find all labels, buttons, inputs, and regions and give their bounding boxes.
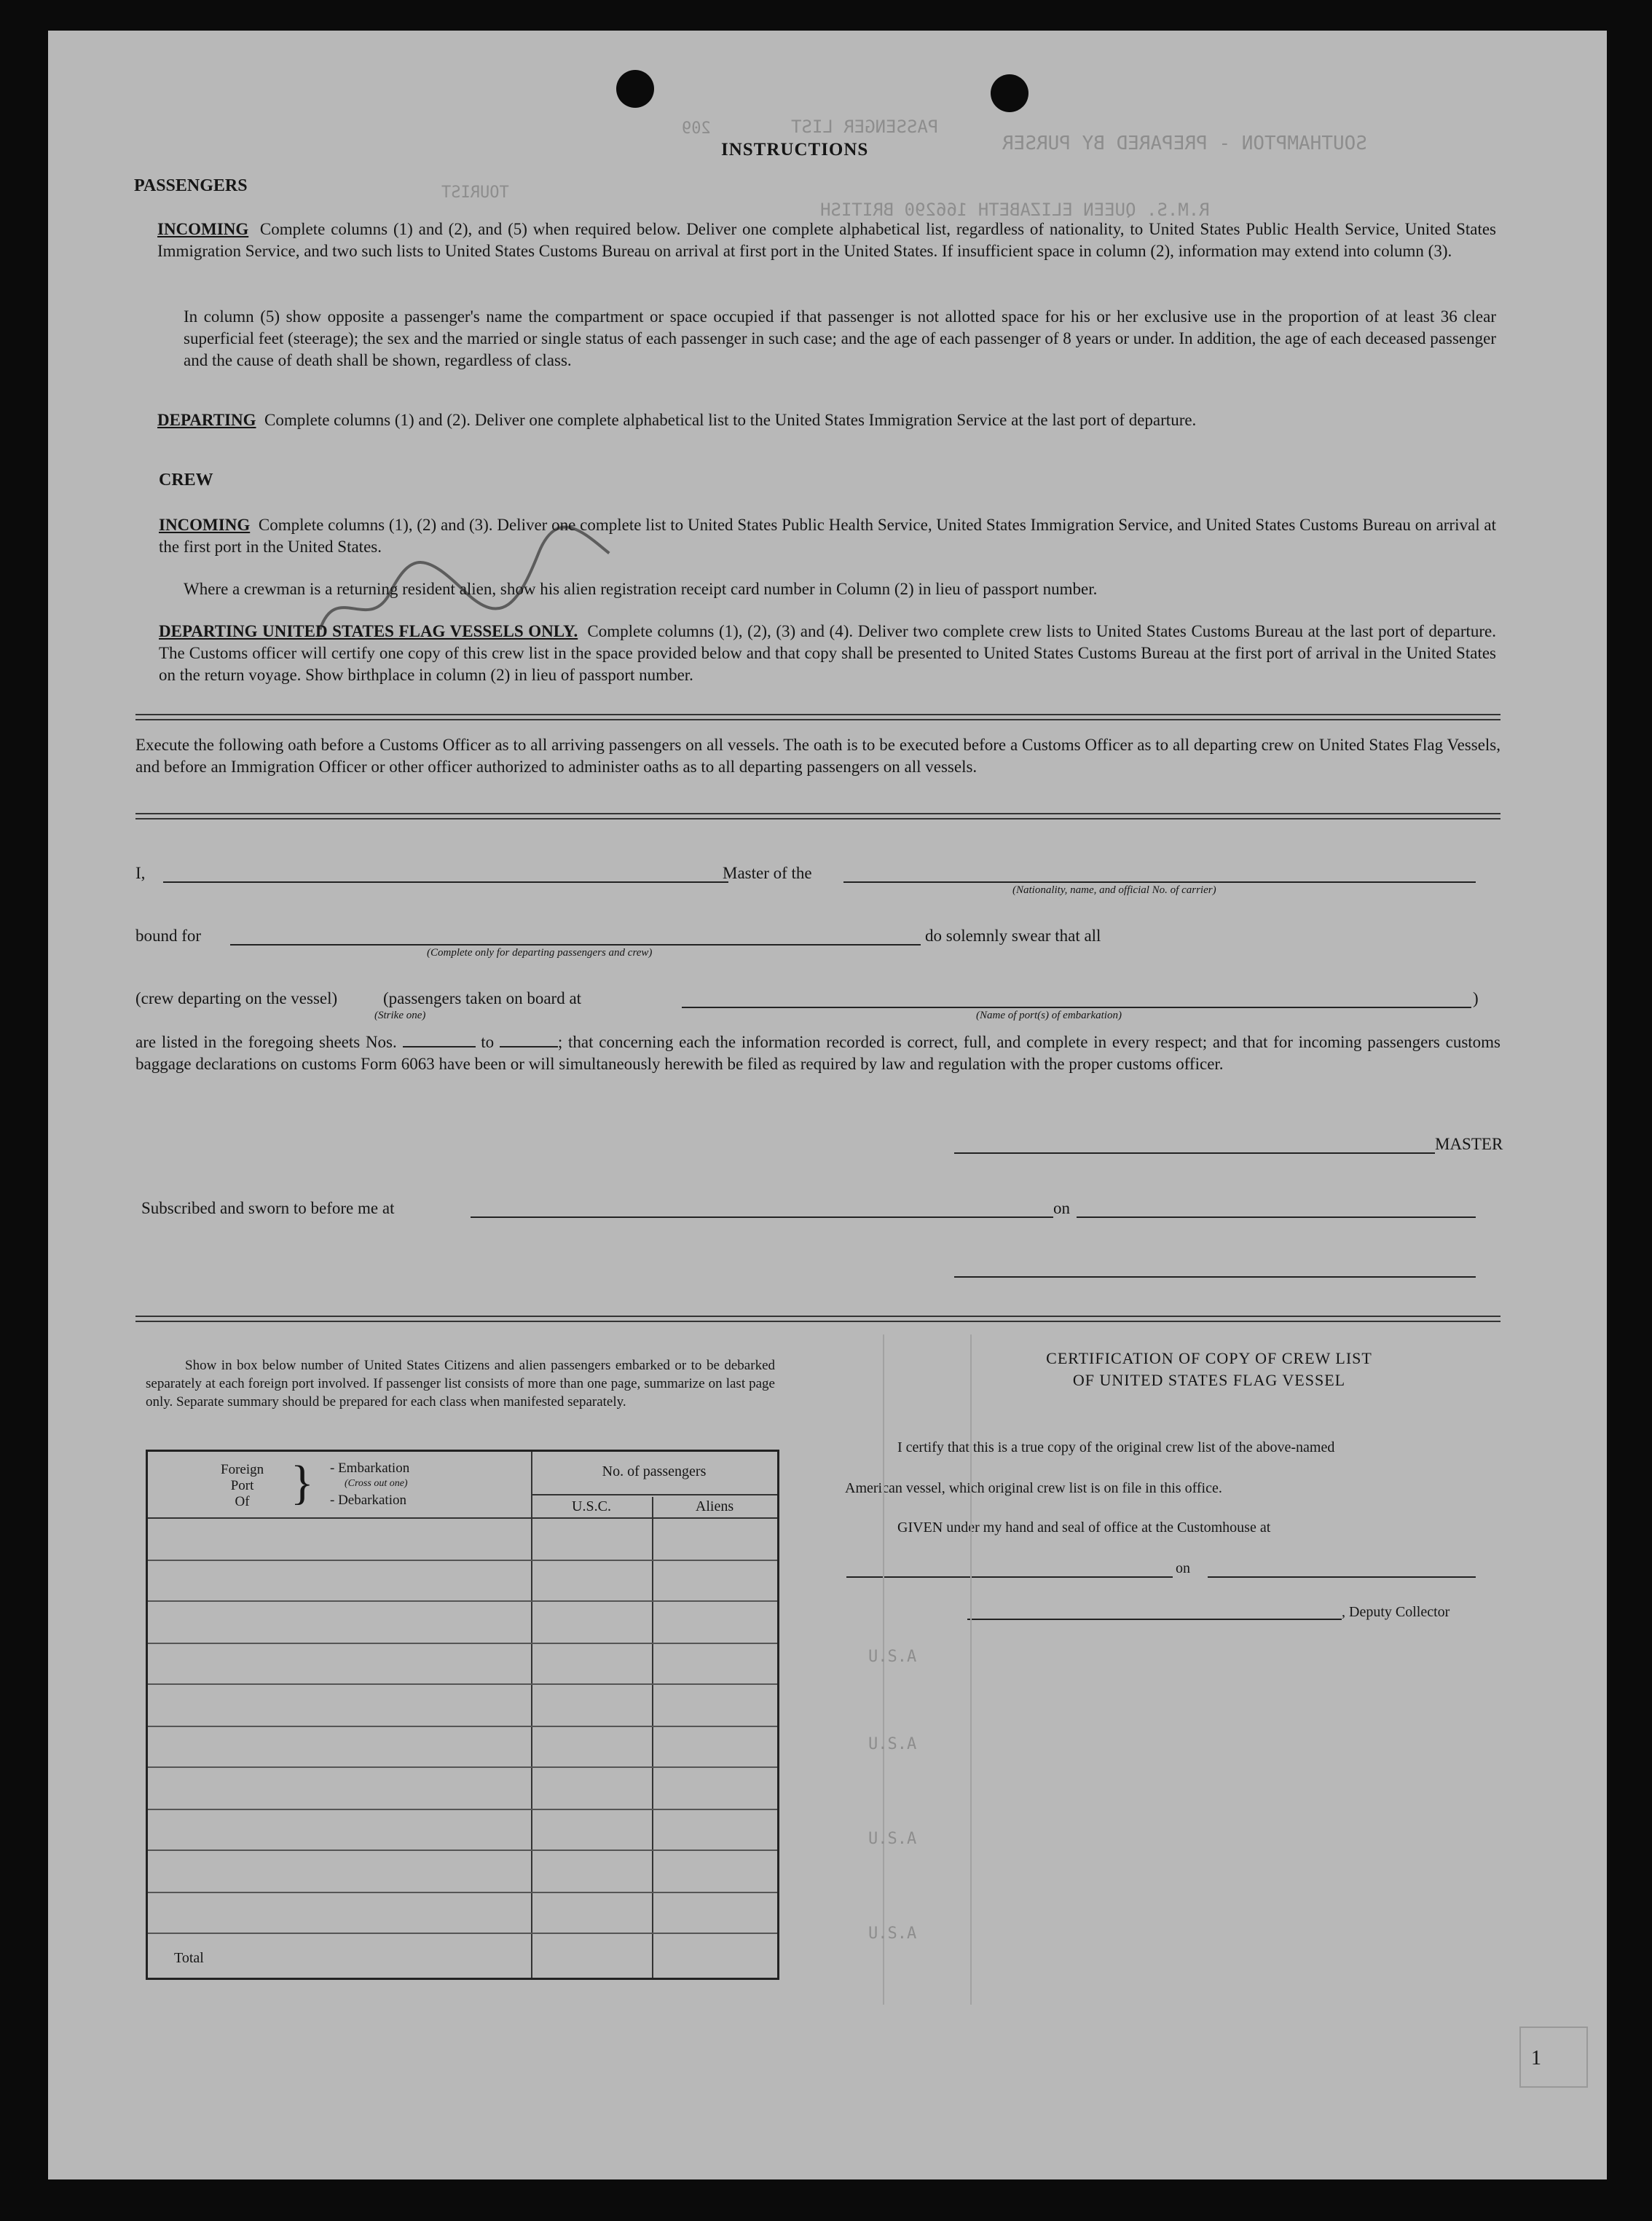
master-signature-field[interactable]: [954, 1152, 1435, 1154]
certification-date-field[interactable]: [1208, 1576, 1476, 1578]
bound-for-label: bound for: [135, 927, 202, 945]
close-paren: ): [1473, 989, 1479, 1007]
ghost-tourist: TOURIST: [441, 184, 509, 202]
foreign-label: Foreign: [221, 1462, 264, 1477]
certification-on-label: on: [1176, 1560, 1190, 1576]
table-row: [148, 1683, 777, 1685]
officer-signature-field[interactable]: [954, 1276, 1476, 1278]
cross-out-caption: (Cross out one): [345, 1478, 408, 1489]
embarkation-label: - Embarkation: [330, 1461, 410, 1476]
table-divider: [652, 1497, 653, 1978]
crew-departing-label: DEPARTING UNITED STATES FLAG VESSELS ONLY.: [159, 622, 578, 640]
deputy-signature-field[interactable]: [967, 1619, 1342, 1620]
table-row: [148, 1726, 777, 1727]
swear-text: do solemnly swear that all: [925, 927, 1101, 945]
summary-note: Show in box below number of United States Citizens and alien passengers embarked or to be debarked separately at each foreign port involved. If passenger list consists of more than one page, summarize on last page only. Separate summary should be prepared for each class when manifested separately.: [146, 1358, 775, 1410]
customhouse-field[interactable]: [846, 1576, 1173, 1578]
page-number: 1: [1531, 2047, 1541, 2069]
debarkation-label: - Debarkation: [330, 1493, 406, 1508]
table-row: [148, 1766, 777, 1768]
table-header-rule: [531, 1494, 777, 1495]
ports-caption: (Name of port(s) of embarkation): [976, 1010, 1122, 1021]
page-title: INSTRUCTIONS: [721, 140, 869, 160]
section-divider: [135, 1316, 1500, 1322]
ghost-passenger-list: PASSENGER LIST: [791, 117, 939, 137]
ghost-number: 209: [682, 119, 711, 138]
ghost-usa: U.S.A: [868, 1648, 917, 1666]
incoming-text: Complete columns (1) and (2), and (5) when required below. Deliver one complete alphabetical list, regardless of nationality, to United States Public Health Service, United States Immigration Service, and two such lists to United States Customs Bureau on arrival at first port in the United States. If insufficient space in column (2), information may extend into column (3).: [157, 220, 1497, 260]
table-row: [148, 1560, 777, 1561]
table-row: [148, 1809, 777, 1810]
bound-for-field[interactable]: [230, 944, 921, 946]
listed-text: are listed in the foregoing sheets Nos.: [135, 1033, 397, 1051]
usc-header: U.S.C.: [572, 1498, 611, 1514]
ghost-column-line: [970, 1334, 972, 2005]
table-divider: [531, 1452, 532, 1978]
ghost-usa: U.S.A: [868, 1830, 917, 1848]
certification-title: [816, 1348, 1602, 1391]
table-row: [148, 1933, 777, 1934]
no-of-passengers-header: No. of passengers: [602, 1463, 707, 1479]
aliens-header: Aliens: [695, 1498, 734, 1514]
punch-hole: [991, 74, 1028, 112]
embarkation-port-field[interactable]: [682, 1007, 1471, 1008]
table-row: [148, 1892, 777, 1893]
oath-intro: Execute the following oath before a Customs Officer as to all arriving passengers on all vessels. The oath is to be executed before a Customs Officer as to all departing crew on United States Flag Vessels, and before an Immigration Officer or other officer authorized to administer oaths as to all departing passengers on all vessels.: [135, 736, 1500, 776]
deputy-collector-label: , Deputy Collector: [1342, 1604, 1450, 1620]
passengers-column5: In column (5) show opposite a passenger's name the compartment or space occupied if that passenger is not allotted space for his or her exclusive use in the proportion of at least 36 clear superficial feet (steerage); the sex and the married or single status of each passenger in such case; and the age of each passenger of 8 years or under. In addition, the age of each deceased passenger and the cause of death shall be shown, regardless of class.: [184, 307, 1496, 369]
listed-text-2: ; that concerning each the information recorded is correct, full, and complete in every respect; and that for incoming passengers customs baggage declarations on customs Form 6063 have been or will simultaneously herewith be filed as required by law and regulation with the proper customs officer.: [135, 1033, 1501, 1073]
departing-label: DEPARTING: [157, 411, 256, 429]
section-divider: [135, 714, 1500, 720]
crew-incoming-label: INCOMING: [159, 516, 251, 534]
master-of-label: Master of the: [723, 864, 812, 882]
sheet-from-field[interactable]: [403, 1046, 476, 1047]
passengers-departing: [157, 409, 1496, 431]
carrier-field[interactable]: [843, 881, 1476, 883]
ghost-vessel: R.M.S. QUEEN ELIZABETH 166290 BRITISH: [820, 200, 1210, 220]
subscribed-label: Subscribed and sworn to before me at: [141, 1199, 395, 1217]
table-row: [148, 1643, 777, 1644]
subscribed-place-field[interactable]: [471, 1216, 1053, 1218]
incoming-label: INCOMING: [157, 220, 249, 238]
table-header-rule: [148, 1517, 777, 1519]
ghost-usa: U.S.A: [868, 1735, 917, 1753]
table-row: [148, 1849, 777, 1851]
foreign-port-header: [221, 1462, 264, 1510]
crew-incoming-text: Complete columns (1), (2) and (3). Deliver one complete list to United States Public Health Service, United States Immigration Service, and United States Customs Bureau on arrival at the first port in the United States.: [159, 516, 1497, 556]
passengers-heading: PASSENGERS: [134, 176, 248, 195]
master-label: MASTER: [1435, 1135, 1503, 1153]
crew-departing-text: Complete columns (1), (2), (3) and (4). Deliver two complete crew lists to United States Customs Bureau at the last port of departure. The Customs officer will certify one copy of this crew list in the space provided below and that copy shall be presented to United States Customs Bureau at the first port of arrival in the United States on the return voyage. Show birthplace in column (2) in lieu of passport number.: [159, 622, 1497, 684]
crew-resident: Where a crewman is a returning resident alien, show his alien registration receipt card number in Column (2) in lieu of passport number.: [184, 580, 1098, 598]
master-name-field[interactable]: [163, 881, 728, 883]
passengers-incoming: [157, 219, 1496, 262]
certification-title-2: OF UNITED STATES FLAG VESSEL: [1072, 1371, 1346, 1389]
given-text: GIVEN under my hand and seal of office at the Customhouse at: [897, 1520, 1271, 1536]
departing-text: Complete columns (1) and (2). Deliver one complete alphabetical list to the United States Immigration Service at the last port of departure.: [264, 411, 1197, 429]
brace-icon: }: [291, 1456, 314, 1509]
bound-for-caption: (Complete only for departing passengers and crew): [427, 947, 653, 959]
to-label: to: [481, 1033, 495, 1051]
ghost-usa: U.S.A: [868, 1925, 917, 1943]
form-page: [48, 31, 1607, 2179]
ghost-column-line: [883, 1334, 884, 2005]
strike-one-caption: (Strike one): [374, 1010, 426, 1021]
port-label: Port: [230, 1478, 254, 1493]
passengers-taken-option[interactable]: (passengers taken on board at: [383, 989, 582, 1007]
sheet-to-field[interactable]: [500, 1046, 558, 1047]
passenger-summary-table: [146, 1450, 779, 1980]
crew-departing: [159, 621, 1496, 686]
section-divider: [135, 813, 1500, 819]
subscribed-on-label: on: [1053, 1199, 1070, 1217]
crew-heading: CREW: [159, 471, 213, 490]
crew-departing-option[interactable]: (crew departing on the vessel): [135, 989, 338, 1007]
total-label: Total: [174, 1950, 204, 1966]
of-label: Of: [235, 1494, 250, 1509]
subscribed-date-field[interactable]: [1077, 1216, 1476, 1218]
ghost-prepared: SOUTHAMPTON - PREPARED BY PURSER: [1002, 133, 1367, 154]
carrier-caption: (Nationality, name, and official No. of carrier): [1012, 884, 1216, 896]
oath-i-label: I,: [135, 864, 146, 882]
crew-incoming: [159, 514, 1496, 558]
punch-hole: [616, 70, 654, 108]
table-row: [148, 1600, 777, 1602]
page-number-box: [1519, 2027, 1588, 2088]
certify-line-2: American vessel, which original crew list is on file in this office.: [845, 1480, 1222, 1496]
oath-listed: [135, 1031, 1500, 1075]
certify-line-1: I certify that this is a true copy of the original crew list of the above-named: [897, 1439, 1335, 1455]
certification-title-1: CERTIFICATION OF COPY OF CREW LIST: [1046, 1349, 1372, 1367]
